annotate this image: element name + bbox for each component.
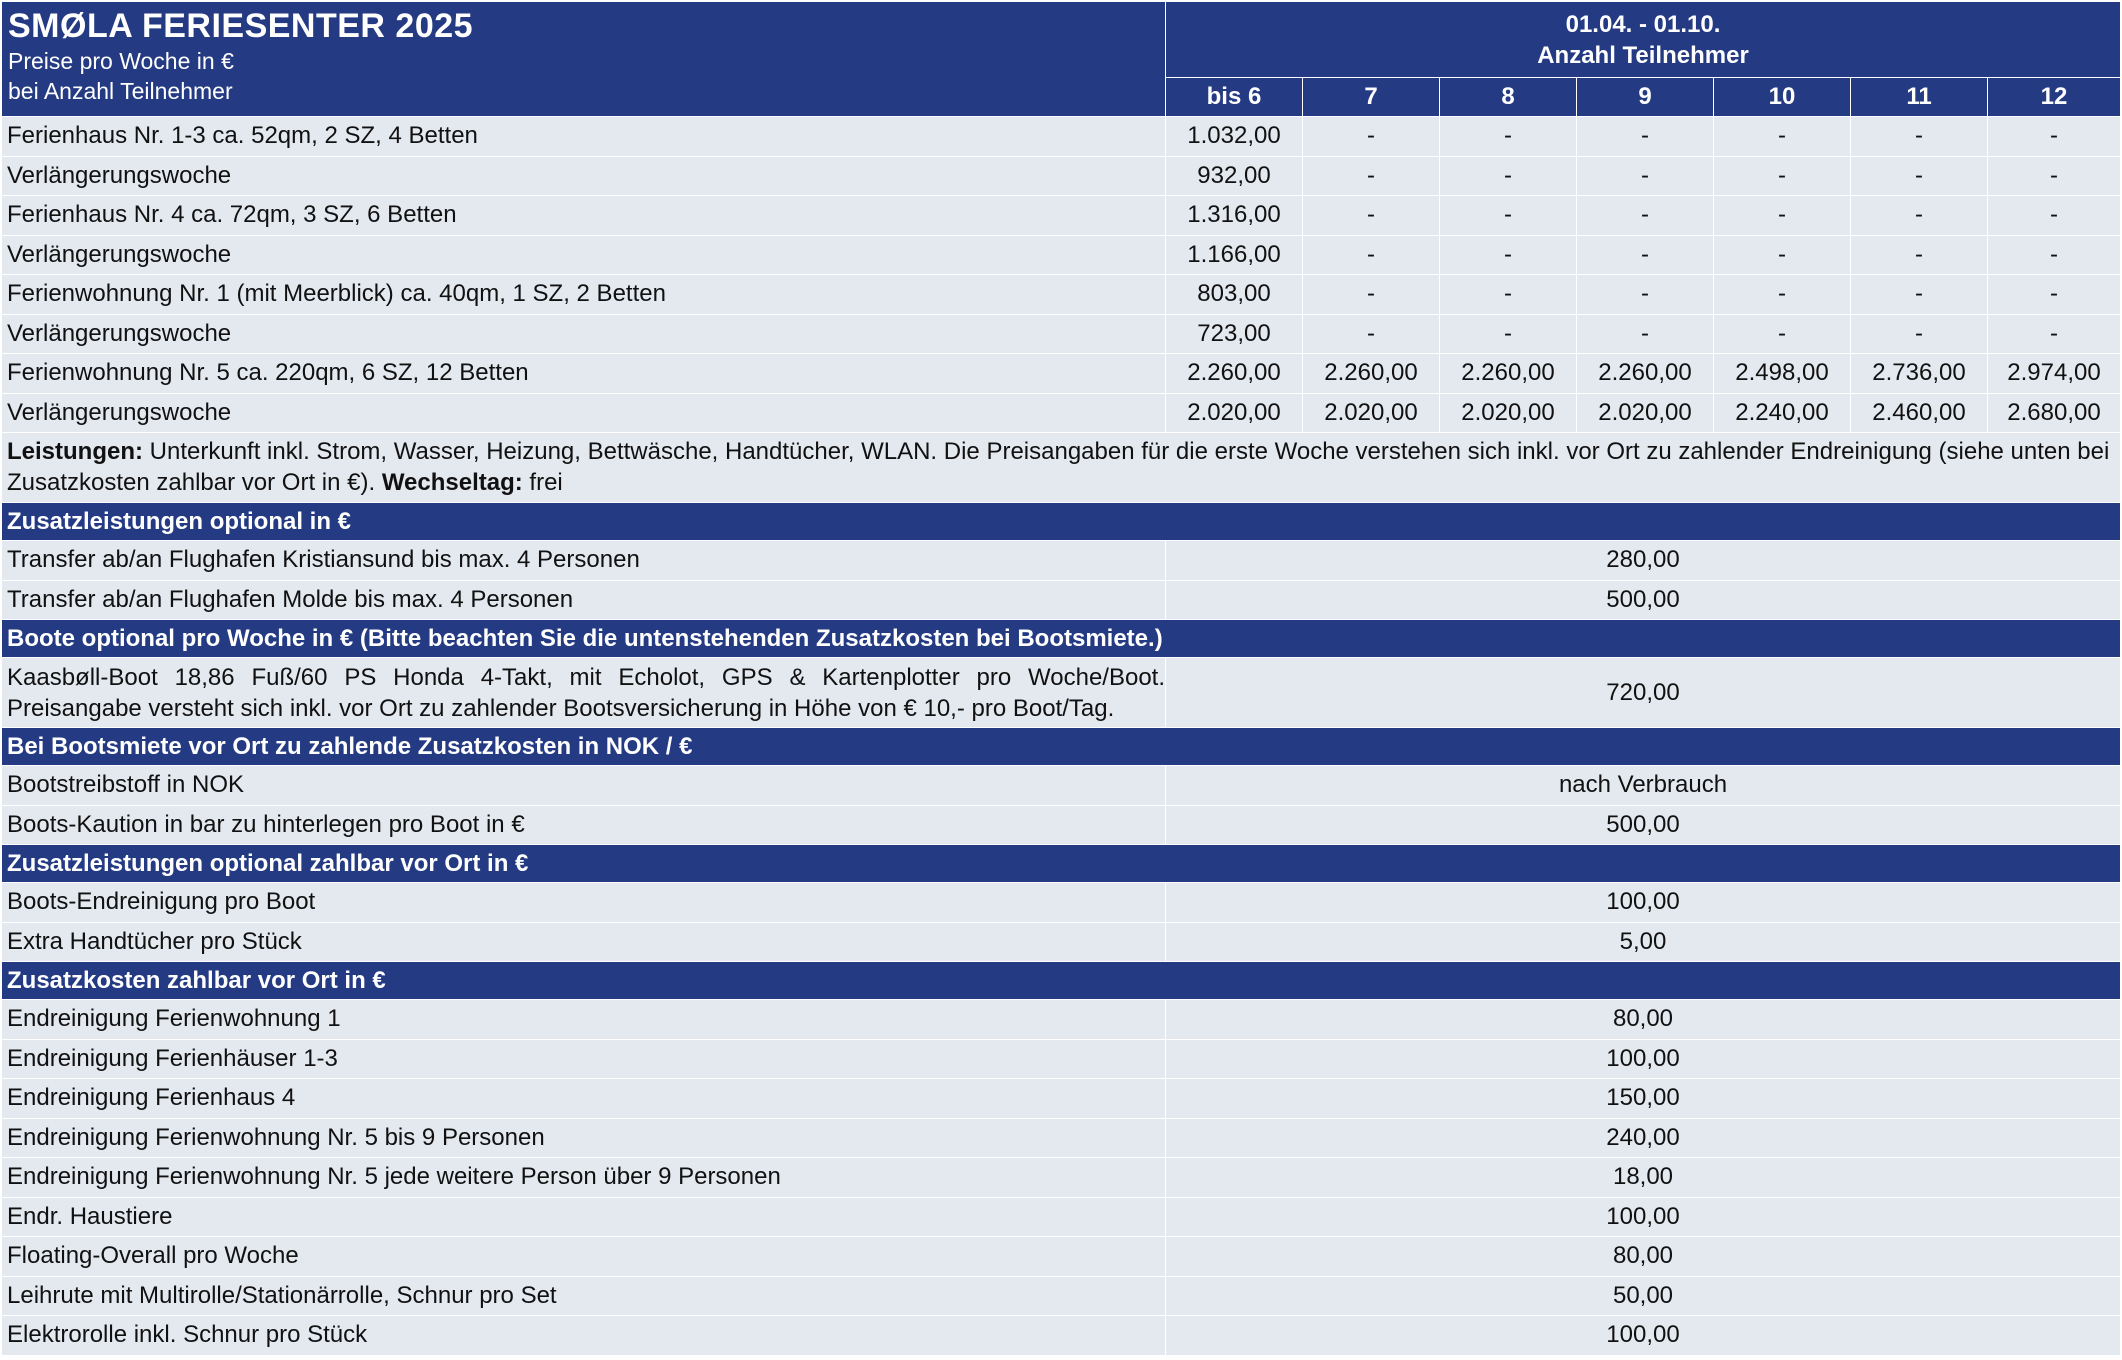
boat-price: 720,00 (1166, 658, 2120, 727)
item-price: 18,00 (1166, 1158, 2120, 1197)
table-row (2, 658, 2120, 728)
section-header-optional-on-site: Zusatzleistungen optional zahlbar vor Ort in € (2, 845, 2120, 883)
price-cell: - (1851, 275, 1988, 314)
price-cell: - (1303, 157, 1440, 196)
extra-costs-rows (2, 1000, 2120, 1356)
table-row (2, 1079, 2120, 1119)
price-cell: - (1303, 117, 1440, 156)
section-header-extra-costs: Zusatzkosten zahlbar vor Ort in € (2, 962, 2120, 1000)
table-row (2, 581, 2120, 621)
price-cell: - (1988, 157, 2120, 196)
price-table (2, 2, 2120, 1356)
item-price: 500,00 (1166, 806, 2120, 845)
price-cell: 2.020,00 (1577, 394, 1714, 433)
section-header-boats: Boote optional pro Woche in € (Bitte beachten Sie die untenstehenden Zusatzkosten bei Bootsmiete.) (2, 620, 2120, 658)
column-header: 10 (1714, 78, 1851, 116)
price-cell: 2.736,00 (1851, 354, 1988, 393)
table-row (2, 315, 2120, 355)
price-cell: - (1714, 196, 1851, 235)
item-price: 100,00 (1166, 1040, 2120, 1079)
table-row (2, 354, 2120, 394)
item-price: 80,00 (1166, 1000, 2120, 1039)
price-cell: 2.020,00 (1440, 394, 1577, 433)
price-cell: - (1714, 236, 1851, 275)
price-cell: 2.260,00 (1440, 354, 1577, 393)
participant-count-columns (1166, 78, 2120, 116)
changeover-label: Wechseltag: (381, 469, 523, 496)
accommodation-label: Verlängerungswoche (2, 394, 1166, 433)
boat-description-text: Kaasbøll-Boot 18,86 Fuß/60 PS Honda 4-Takt, mit Echolot, GPS & Kartenplotter pro Woche/Boot. Preisangabe versteht sich inkl. vor Ort zu zahlender Bootsversicherung in Höhe von € 10,- pro Boot/Tag. (7, 663, 1165, 722)
table-row (2, 196, 2120, 236)
price-cell: 803,00 (1166, 275, 1303, 314)
table-row (2, 923, 2120, 963)
price-cell: 2.020,00 (1166, 394, 1303, 433)
table-row (2, 883, 2120, 923)
price-cell: - (1851, 157, 1988, 196)
accommodation-label: Ferienwohnung Nr. 1 (mit Meerblick) ca. 40qm, 1 SZ, 2 Betten (2, 275, 1166, 314)
price-cell: 2.680,00 (1988, 394, 2120, 433)
price-cell: - (1440, 157, 1577, 196)
item-label: Bootstreibstoff in NOK (2, 766, 1166, 805)
price-cell: - (1988, 315, 2120, 354)
boat-description (2, 658, 1166, 727)
price-cell: - (1988, 196, 2120, 235)
price-cell: - (1440, 275, 1577, 314)
price-cell: 2.498,00 (1714, 354, 1851, 393)
price-cell: - (1303, 196, 1440, 235)
changeover-text: frei (522, 469, 563, 496)
table-row (2, 1158, 2120, 1198)
table-row (2, 157, 2120, 197)
table-row (2, 275, 2120, 315)
item-label: Extra Handtücher pro Stück (2, 923, 1166, 962)
accommodation-label: Ferienhaus Nr. 4 ca. 72qm, 3 SZ, 6 Betten (2, 196, 1166, 235)
price-cell: 2.460,00 (1851, 394, 1988, 433)
item-label: Endreinigung Ferienhaus 4 (2, 1079, 1166, 1118)
item-label: Endr. Haustiere (2, 1198, 1166, 1237)
price-cell: - (1577, 315, 1714, 354)
participants-label: Anzahl Teilnehmer (1537, 41, 1749, 69)
table-row (2, 541, 2120, 581)
item-price: 280,00 (1166, 541, 2120, 580)
item-price: 100,00 (1166, 1198, 2120, 1237)
table-row (2, 394, 2120, 434)
period-dates: 01.04. - 01.10. (1565, 10, 1721, 38)
price-cell: 932,00 (1166, 157, 1303, 196)
header-subtitle-participants: bei Anzahl Teilnehmer (8, 78, 233, 104)
item-price: 240,00 (1166, 1119, 2120, 1158)
price-cell: - (1851, 117, 1988, 156)
price-cell: - (1303, 275, 1440, 314)
price-cell: 1.032,00 (1166, 117, 1303, 156)
price-cell: - (1851, 196, 1988, 235)
price-cell: 2.974,00 (1988, 354, 2120, 393)
price-cell: 1.316,00 (1166, 196, 1303, 235)
optional-on-site-rows (2, 883, 2120, 962)
price-cell: - (1577, 275, 1714, 314)
column-header: 12 (1988, 78, 2120, 116)
price-cell: - (1440, 196, 1577, 235)
item-label: Endreinigung Ferienhäuser 1-3 (2, 1040, 1166, 1079)
item-label: Boots-Endreinigung pro Boot (2, 883, 1166, 922)
season-period (1166, 2, 2120, 78)
price-cell: - (1988, 236, 2120, 275)
table-row (2, 117, 2120, 157)
services-note (2, 433, 2120, 503)
table-row (2, 1277, 2120, 1317)
price-cell: - (1440, 315, 1577, 354)
table-row (2, 1040, 2120, 1080)
accommodation-label: Verlängerungswoche (2, 157, 1166, 196)
accommodation-label: Verlängerungswoche (2, 236, 1166, 275)
item-price: nach Verbrauch (1166, 766, 2120, 805)
column-header: 9 (1577, 78, 1714, 116)
table-row (2, 1316, 2120, 1356)
price-cell: 2.260,00 (1166, 354, 1303, 393)
price-cell: - (1988, 275, 2120, 314)
accommodation-label: Ferienwohnung Nr. 5 ca. 220qm, 6 SZ, 12 Betten (2, 354, 1166, 393)
price-cell: - (1714, 117, 1851, 156)
item-label: Endreinigung Ferienwohnung Nr. 5 bis 9 Personen (2, 1119, 1166, 1158)
services-text: Unterkunft inkl. Strom, Wasser, Heizung, Bettwäsche, Handtücher, WLAN. Die Preisangaben für die erste Woche verstehen sich inkl. vor Ort zu zahlender Endreinigung (siehe unten bei Zusatzkosten zahlbar vor Ort in €). (7, 438, 2110, 496)
table-row (2, 1237, 2120, 1277)
table-row (2, 236, 2120, 276)
item-price: 150,00 (1166, 1079, 2120, 1118)
boat-extra-costs-rows (2, 766, 2120, 845)
table-row (2, 1119, 2120, 1159)
item-label: Elektrorolle inkl. Schnur pro Stück (2, 1316, 1166, 1355)
accommodation-label: Verlängerungswoche (2, 315, 1166, 354)
price-cell: 723,00 (1166, 315, 1303, 354)
price-cell: - (1440, 117, 1577, 156)
price-cell: - (1577, 196, 1714, 235)
item-label: Floating-Overall pro Woche (2, 1237, 1166, 1276)
price-cell: - (1577, 236, 1714, 275)
item-label: Endreinigung Ferienwohnung Nr. 5 jede weitere Person über 9 Personen (2, 1158, 1166, 1197)
services-label: Leistungen: (7, 438, 143, 465)
price-cell: 2.260,00 (1577, 354, 1714, 393)
item-label: Boots-Kaution in bar zu hinterlegen pro Boot in € (2, 806, 1166, 845)
price-cell: - (1303, 315, 1440, 354)
section-header-optional-services: Zusatzleistungen optional in € (2, 503, 2120, 541)
optional-services-rows (2, 541, 2120, 620)
table-row (2, 1198, 2120, 1238)
header-subtitle-price: Preise pro Woche in € (8, 48, 234, 74)
item-label: Transfer ab/an Flughafen Molde bis max. 4 Personen (2, 581, 1166, 620)
price-cell: - (1851, 315, 1988, 354)
column-header: bis 6 (1166, 78, 1303, 116)
price-cell: - (1988, 117, 2120, 156)
item-price: 50,00 (1166, 1277, 2120, 1316)
price-cell: - (1577, 117, 1714, 156)
header-columns-block (1166, 2, 2120, 116)
item-price: 100,00 (1166, 1316, 2120, 1355)
table-header (2, 2, 2120, 117)
price-cell: - (1714, 315, 1851, 354)
price-cell: 2.240,00 (1714, 394, 1851, 433)
item-label: Endreinigung Ferienwohnung 1 (2, 1000, 1166, 1039)
item-price: 500,00 (1166, 581, 2120, 620)
column-header: 11 (1851, 78, 1988, 116)
price-cell: 1.166,00 (1166, 236, 1303, 275)
price-cell: - (1851, 236, 1988, 275)
price-cell: - (1577, 157, 1714, 196)
item-label: Leihrute mit Multirolle/Stationärrolle, Schnur pro Set (2, 1277, 1166, 1316)
accommodation-label: Ferienhaus Nr. 1-3 ca. 52qm, 2 SZ, 4 Betten (2, 117, 1166, 156)
price-cell: - (1714, 275, 1851, 314)
accommodation-rows (2, 117, 2120, 433)
table-row (2, 766, 2120, 806)
item-price: 5,00 (1166, 923, 2120, 962)
item-price: 100,00 (1166, 883, 2120, 922)
page-title: SMØLA FERIESENTER 2025 (8, 7, 474, 45)
price-cell: 2.020,00 (1303, 394, 1440, 433)
column-header: 8 (1440, 78, 1577, 116)
item-label: Transfer ab/an Flughafen Kristiansund bis max. 4 Personen (2, 541, 1166, 580)
price-cell: - (1714, 157, 1851, 196)
price-cell: - (1440, 236, 1577, 275)
table-row (2, 806, 2120, 846)
price-cell: 2.260,00 (1303, 354, 1440, 393)
section-header-boat-extra-costs: Bei Bootsmiete vor Ort zu zahlende Zusatzkosten in NOK / € (2, 728, 2120, 766)
table-row (2, 1000, 2120, 1040)
item-price: 80,00 (1166, 1237, 2120, 1276)
header-title-block (2, 2, 1166, 116)
column-header: 7 (1303, 78, 1440, 116)
price-cell: - (1303, 236, 1440, 275)
